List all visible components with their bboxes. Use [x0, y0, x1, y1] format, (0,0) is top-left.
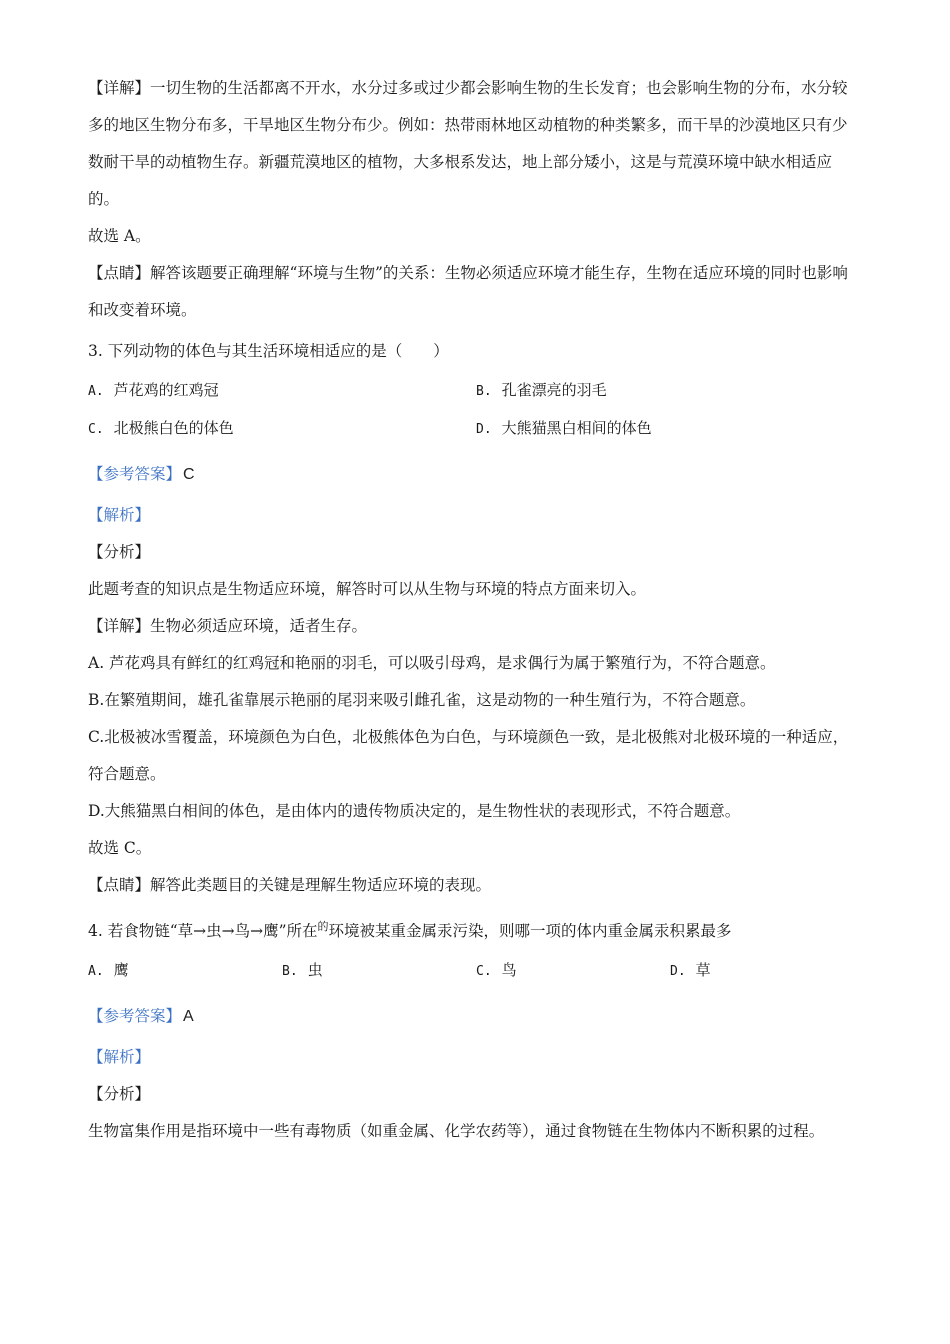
q3-fenxi-text: 此题考查的知识点是生物适应环境，解答时可以从生物与环境的特点方面来切入。: [88, 580, 647, 598]
q4-option-d: D. 草: [670, 961, 711, 979]
tip-text: 解答此类题目的关键是理解生物适应环境的表现。: [150, 876, 492, 894]
q3-tip: [88, 867, 858, 904]
q3-option-b: B. 孔雀漂亮的羽毛: [476, 381, 607, 399]
tip-tag: 【点睛】: [88, 264, 151, 282]
answer-value: A: [183, 1008, 194, 1025]
prev-choose: 故选 A。: [88, 227, 151, 245]
answer-tag: 【参考答案】: [88, 1007, 182, 1025]
q3-option-d: D. 大熊猫黑白相间的体色: [476, 419, 652, 437]
q3-line-d: D.大熊猫黑白相间的体色，是由体内的遗传物质决定的，是生物性状的表现形式，不符合题意。: [88, 802, 741, 820]
document-page: [88, 70, 858, 1150]
q4-option-a: A. 鹰: [88, 961, 129, 979]
q3-detail: [88, 608, 858, 645]
q3-option-c: C. 北极熊白色的体色: [88, 419, 234, 437]
q3-options: [88, 372, 858, 448]
q3-choose: 故选 C。: [88, 839, 152, 857]
q3-title: 3. 下列动物的体色与其生活环境相适应的是（ ）: [88, 342, 449, 360]
tip-text: 解答该题要正确理解“环境与生物”的关系：生物必须适应环境才能生存，生物在适应环境的同时也影响和改变着环境。: [88, 264, 848, 319]
q3-line-c: C.北极被冰雪覆盖，环境颜色为白色，北极熊体色为白色，与环境颜色一致，是北极熊对北极环境的一种适应，符合题意。: [88, 728, 849, 783]
detail-text: 生物必须适应环境，适者生存。: [150, 617, 368, 635]
tip-tag: 【点睛】: [88, 876, 151, 894]
q4-fenxi-tag: 【分析】: [88, 1085, 151, 1103]
q4-answer: [88, 998, 858, 1035]
q4-fenxi-text: 生物富集作用是指环境中一些有毒物质（如重金属、化学农药等），通过食物链在生物体内不断积累的过程。: [88, 1122, 825, 1140]
q4-option-b: B. 虫: [282, 961, 323, 979]
prev-tip: [88, 255, 858, 329]
q3-option-a: A. 芦花鸡的红鸡冠: [88, 381, 219, 399]
q3-line-a: A. 芦花鸡具有鲜红的红鸡冠和艳丽的羽毛，可以吸引母鸡，是求偶行为属于繁殖行为，不符合题意。: [88, 654, 776, 672]
q4-option-c: C. 鸟: [476, 961, 517, 979]
q4-analysis-tag: 【解析】: [88, 1048, 151, 1066]
q3-fenxi-tag: 【分析】: [88, 543, 151, 561]
q3-analysis-tag: 【解析】: [88, 506, 151, 524]
q4-title: 4. 若食物链“草→虫→鸟→鹰”所在$^的$环境被某重金属汞污染，则哪一项的体内重金属汞积累最多: [88, 920, 732, 940]
prev-detail: [88, 70, 858, 218]
answer-tag: 【参考答案】: [88, 465, 182, 483]
detail-tag: 【详解】: [88, 79, 151, 97]
q3-line-b: B.在繁殖期间，雄孔雀靠展示艳丽的尾羽来吸引雌孔雀，这是动物的一种生殖行为，不符合题意。: [88, 691, 756, 709]
q3-answer: [88, 456, 858, 493]
answer-value: C: [183, 466, 195, 483]
detail-text: 一切生物的生活都离不开水，水分过多或过少都会影响生物的生长发育；也会影响生物的分布，水分较多的地区生物分布多，干旱地区生物分布少。例如：热带雨林地区动植物的种类繁多，而干旱的沙漠地区只有少数耐干旱的动植物生存。新疆荒漠地区的植物，大多根系发达，地上部分矮小，这是与荒漠环境中缺水相适应的。: [88, 79, 848, 208]
detail-tag: 【详解】: [88, 617, 151, 635]
q4-options: [88, 952, 858, 990]
